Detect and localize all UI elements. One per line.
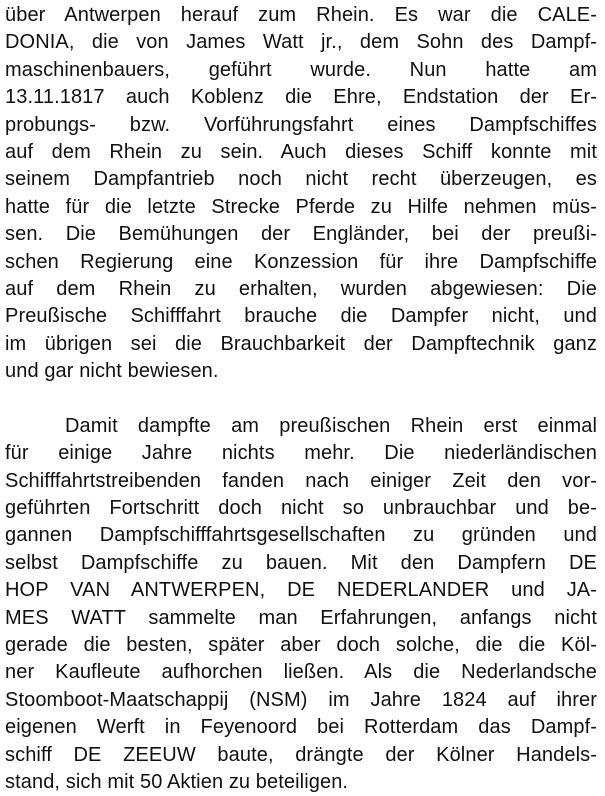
text-line: eigenen Werft in Feyenoord bei Rotterdam das Dampf-	[5, 716, 597, 739]
text-line: hatte für die letzte Strecke Pferde zu Hilfe nehmen müs-	[5, 195, 597, 218]
text-line: selbst Dampfschiffe zu bauen. Mit den Dampfern DE	[5, 551, 597, 574]
text-line: geführten Fortschritt doch nicht so unbrauchbar und be-	[5, 497, 597, 520]
text-line: stand, sich mit 50 Aktien zu beteiligen.	[5, 770, 349, 793]
text-line: schiff DE ZEEUW baute, drängte der Kölner Handels-	[5, 743, 597, 766]
paragraph-2	[5, 413, 597, 796]
text-line: für einige Jahre nichts mehr. Die niederländischen	[5, 442, 597, 465]
text-line: Damit dampfte am preußischen Rhein erst einmal	[65, 414, 597, 437]
text-line: DONIA, die von James Watt jr., dem Sohn des Dampf-	[5, 31, 597, 54]
text-line: auf dem Rhein zu erhalten, wurden abgewiesen: Die	[5, 277, 597, 300]
text-line: 13.11.1817 auch Koblenz die Ehre, Endstation der Er-	[5, 86, 597, 109]
text-line: auf dem Rhein zu sein. Auch dieses Schiff konnte mit	[5, 140, 597, 163]
text-line: Schifffahrtstreibenden fanden nach einiger Zeit den vor-	[5, 469, 597, 492]
text-line: im übrigen sei die Brauchbarkeit der Dampftechnik ganz	[5, 332, 597, 355]
text-line: seinem Dampfantrieb noch nicht recht überzeugen, es	[5, 168, 597, 191]
text-line: HOP VAN ANTWERPEN, DE NEDERLANDER und JA-	[5, 579, 597, 602]
text-line: MES WATT sammelte man Erfahrungen, anfangs nicht	[5, 606, 597, 629]
paragraph-1	[5, 2, 597, 385]
text-line: über Antwerpen herauf zum Rhein. Es war die CALE-	[5, 4, 597, 26]
text-line: Stoomboot-Maatschappij (NSM) im Jahre 1824 auf ihrer	[5, 688, 597, 711]
text-line: Preußische Schifffahrt brauche die Dampfer nicht, und	[5, 305, 597, 328]
text-line: gerade die besten, später aber doch solche, die die Köl-	[5, 633, 597, 656]
text-line: probungs- bzw. Vorführungsfahrt eines Dampfschiffes	[5, 113, 597, 136]
text-line: ner Kaufleute aufhorchen ließen. Als die Nederlandsche	[5, 661, 597, 684]
document-page	[5, 2, 597, 796]
text-line: maschinenbauers, geführt wurde. Nun hatte am	[5, 58, 597, 81]
text-line: sen. Die Bemühungen der Engländer, bei der preußi-	[5, 223, 597, 246]
paragraph-spacer	[5, 385, 597, 412]
text-line: und gar nicht bewiesen.	[5, 360, 219, 383]
text-line: gannen Dampfschifffahrtsgesellschaften zu gründen und	[5, 524, 597, 547]
text-line: schen Regierung eine Konzession für ihre Dampfschiffe	[5, 250, 597, 273]
